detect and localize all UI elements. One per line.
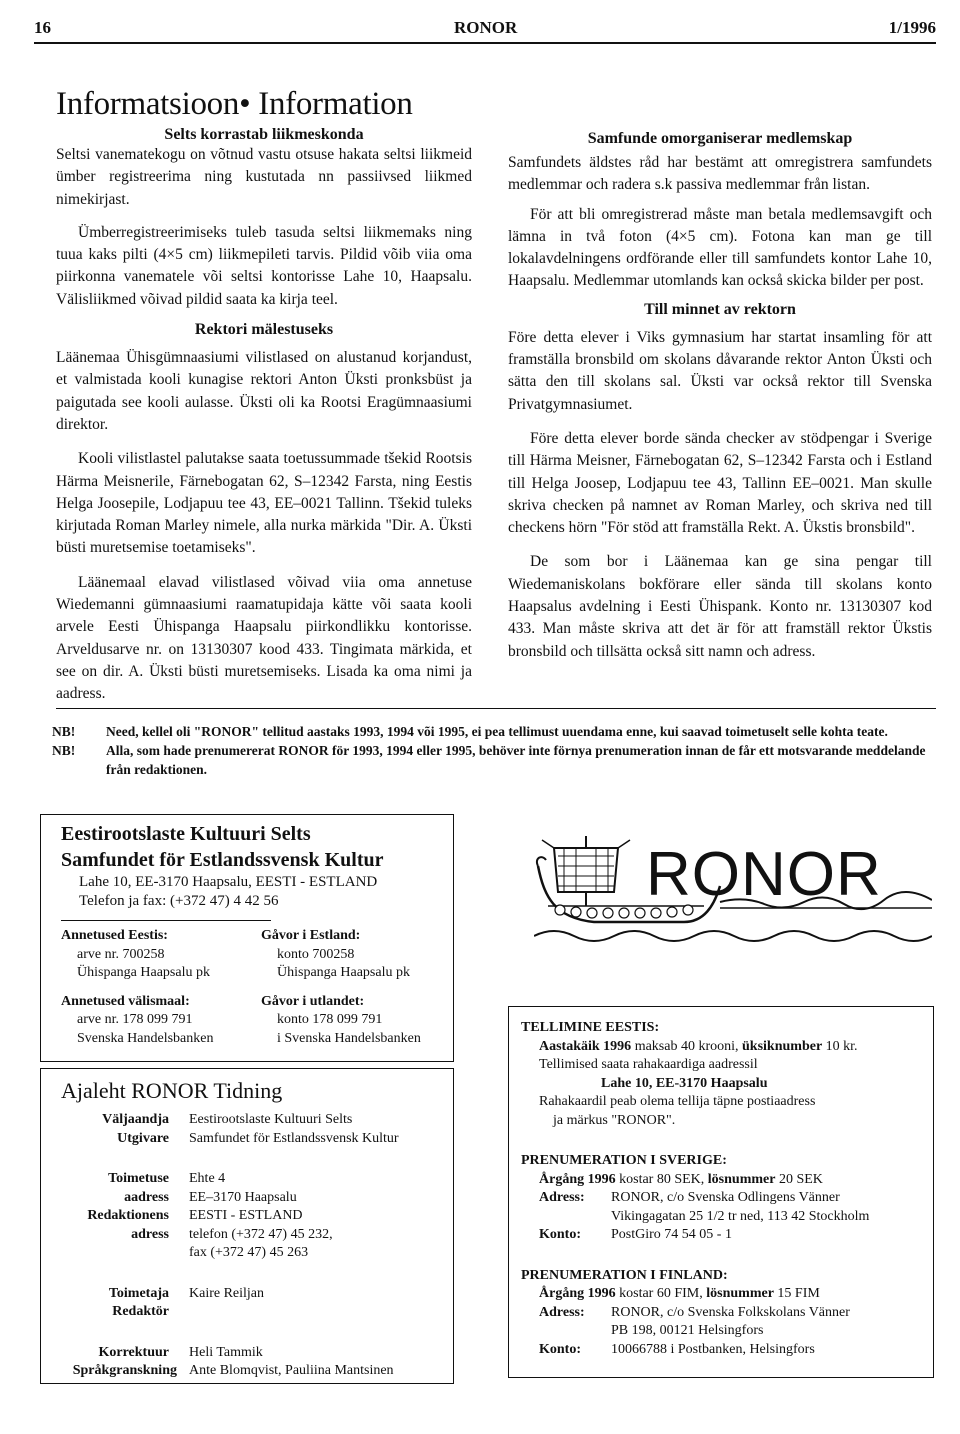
donations-abroad-heading: Annetused välismaal: (61, 993, 190, 1009)
divider (56, 708, 936, 709)
nb-row: NB! Need, kellel oli "RONOR" tellitud aastaks 1993, 1994 või 1995, ei pea tellimust uuendama enne, kui saavad toimetuselt selle kohta teate. (52, 722, 936, 741)
right-p5: De som bor i Läänemaa kan ge sina pengar till Wiedemaniskolans bokförare eller sända till skolans konto Haapsalus avdelning i Eesti Ühispank. Konto nr. 13130307 kod 433. Man måste skriva att det är för att framställ rektor Ükstis bronsbild och tillsätta också sitt namn och adress. (508, 553, 932, 660)
masthead-row: adress telefon (+372 47) 45 232, (131, 1226, 333, 1242)
gifts-estonia-bank: Ühispanga Haapsalu pk (277, 965, 410, 980)
masthead-row: Väljaandja Eestirootslaste Kultuuri Selts (102, 1112, 353, 1127)
society-address: Lahe 10, EE-3170 Haapsalu, EESTI - ESTLAND (79, 874, 378, 890)
ronor-logo (534, 826, 932, 950)
nb-text-et: Need, kellel oli "RONOR" tellitud aastaks 1993, 1994 või 1995, ei pea tellimust uuendama enne, kui saavad toimetuselt selle kohta teate. (106, 724, 888, 739)
masthead-row: Redaktionens EESTI - ESTLAND (87, 1208, 303, 1223)
nb-row: NB! Alla, som hade prenumererat RONOR för 1993, 1994 eller 1995, behöver inte förnya prenumeration innan de får ett motsvarande meddelande från redaktionen. (52, 741, 936, 779)
masthead-box (40, 1068, 454, 1384)
donations-estonia-heading: Annetused Eestis: (61, 928, 168, 943)
masthead-row: Korrektuur Heli Tammik (98, 1344, 263, 1360)
masthead-row: Utgivare Samfundet för Estlandssvensk Kultur (117, 1130, 399, 1146)
masthead-row: Språkgranskning Ante Blomqvist, Pauliina Mantsinen (72, 1363, 394, 1378)
masthead-title: Ajaleht RONOR Tidning (61, 1078, 283, 1103)
subs-sweden-price: Årgång 1996 kostar 80 SEK, lösnummer 20 SEK (539, 1171, 823, 1187)
donations-abroad-bank: Svenska Handelsbanken (77, 1030, 214, 1046)
society-box (40, 814, 454, 1062)
right-p3: Före detta elever i Viks gymnasium har startat insamling för att framställa bronsbild om skolans dåvarande rektor Anton Üksti och sätta den till skolans sal. Üksti var också rektor till Svenska Privatgymnasiumet. (508, 328, 932, 413)
left-p2: Ümberregistreerimiseks tuleb tasuda seltsi liikmemaks ning tuua kaks pilti (4×5 cm) liikmepileti tarvis. Pildid võib viia oma piirkonna vanematele või seltsi kontorisse Lahe 10, Haapsalu. Välisliikmed võivad pildid saata ka kirja teel. (56, 223, 472, 308)
paper-name: RONOR (454, 18, 518, 37)
page-header (34, 16, 936, 44)
heading-till-minnet: Till minnet av rektorn (644, 300, 796, 318)
subs-estonia-note: Tellimised saata rahakaardiga aadressil (539, 1057, 758, 1072)
subs-sweden-address: RONOR, c/o Svenska Odlingens Vänner (611, 1190, 840, 1205)
gifts-estonia-heading: Gåvor i Estland: (261, 928, 361, 943)
donations-abroad-account: arve nr. 178 099 791 (77, 1012, 193, 1027)
issue-number: 1/1996 (888, 18, 936, 37)
masthead-row: Toimetaja Kaire Reiljan (108, 1285, 265, 1301)
society-name-et: Eestirootslaste Kultuuri Selts (61, 823, 311, 845)
gifts-abroad-bank: i Svenska Handelsbanken (277, 1030, 421, 1046)
right-p4: Före detta elever borde sända checker av stödpengar i Sverige till Härma Meisner, Färnebogatan 62, S–12342 Farsta och i Estland till Helga Joosep, Lodjapuu tee 43, Tallinn EE–0021. Man skulle skriva checken på namnet av Roman Marley, och skriva ned till checkens hörn "För stöd att framställa Rekt. A. Ükstis bronsbild". (508, 429, 932, 537)
donations-estonia-bank: Ühispanga Haapsalu pk (77, 965, 210, 980)
subs-sweden-heading: PRENUMERATION I SVERIGE: (521, 1153, 727, 1168)
right-p1: Samfundets äldstes råd har bestämt att omregistrera samfundets medlemmar och radera s.k passiva medlemmar från listan. (508, 154, 932, 194)
subs-finland-address: RONOR, c/o Svenska Folkskolans Vänner (611, 1304, 850, 1320)
subs-estonia-note3: ja märkus "RONOR". (553, 1112, 676, 1128)
donations-estonia-account: arve nr. 700258 (77, 946, 165, 962)
left-p3: Läänemaa Ühisgümnaasiumi vilistlased on alustanud korjandust, et valmistada kooli kunagise rektori Anton Üksti pronksbüst ja paigutada see kooli aulasse. Üksti oli ka Rootsi Eragümnaasiumi direktor. (56, 349, 472, 433)
heading-samfund: Samfunde omorganiserar medlemskap (587, 130, 853, 147)
masthead-row: aadress EE–3170 Haapsalu (124, 1189, 297, 1205)
gifts-abroad-account: konto 178 099 791 (277, 1012, 383, 1027)
nb-notices (52, 722, 936, 779)
left-p5: Läänemaal elavad vilistlased võivad viia oma annetuse Wiedemanni gümnaasiumi raamatupidaja kätte või saata kooli arvele Eesti Ühispanga Haapsalu piirkondlikku kontorisse. Arveldusarve nr. on 13130307 kood 433. Tingimata märkida, et see on dir. A. Üksti büsti muretsemiseks. Lisada ka oma nimi ja aadress. (56, 573, 472, 703)
masthead-row: Toimetuse Ehte 4 (108, 1171, 226, 1186)
left-column (56, 126, 472, 706)
subs-finland-heading: PRENUMERATION I FINLAND: (521, 1267, 728, 1283)
page-title: Informatsioon• Information (56, 86, 413, 122)
right-p2: För att bli omregistrerad måste man betala medlemsavgift och lämna in två foton (4×5 cm). Fotona kan man ge till lokalavdelningens ordförande eller till samfundets kontor Lahe 10, Haapsalu. Medlemmar utomlands kan också skicka bilder per post. (508, 205, 932, 290)
society-phone: Telefon ja fax: (+372 47) 4 42 56 (79, 892, 279, 909)
subs-estonia-note2: Rahakaardil peab olema tellija täpne postiaadress (539, 1094, 816, 1109)
subs-sweden-account: PostGiro 74 54 05 - 1 (611, 1227, 732, 1242)
right-column (508, 130, 932, 663)
nb-text-sv: Alla, som hade prenumererat RONOR för 1993, 1994 eller 1995, behöver inte förnya prenumeration innan de får ett motsvarande meddelande från redaktionen. (106, 743, 926, 777)
society-divider (61, 920, 271, 921)
left-p4: Kooli vilistlastel palutakse saata toetussummade tšekid Rootsis Härma Meisnerile, Färnebogatan 62, S–12342 Farsta, ning Eestis Helga Joosepile, Lodjapuu tee 43, EE–0021 Tallinn. Tšekid tuleks kirjutada Roman Marley nimele, alla nurka märkida "Dir. A. Üksti büsti muretsemise toetamiseks". (56, 450, 472, 557)
subs-estonia-price: Aastakäik 1996 maksab 40 krooni, üksiknumber 10 kr. (539, 1038, 858, 1054)
subscription-box: TELLIMINE EESTIS: Aastakäik 1996 maksab 40 krooni, üksiknumber 10 kr. Tellimised saata rahakaardiga aadressil Lahe 10, EE-3170 Haapsalu Rahakaardil peab olema tellija täpne postiaadress ja märkus "RONOR". PRENUMERATION I SVERIGE: Årgång 1996 kostar 80 SEK, lösnummer 20 SEK Adress: RONOR, c/o Svenska Odlingens Vänner Vikingagatan 25 1/2 tr ned, 113 42 Stockholm Konto: PostGiro 74 54 05 - 1 PRENUMERATION I FINLAND: Årgång 1996 kostar 60 FIM, lösnummer 15 FIM Adress: RONOR, c/o Svenska Folkskolans Vänner PB 198, 00121 Helsingfors Konto: 10066788 i Postbanken, Helsingfors (508, 1006, 934, 1378)
gifts-abroad-heading: Gåvor i utlandet: (261, 993, 365, 1009)
left-p1: Seltsi vanematekogu on võtnud vastu otsuse hakata seltsi liikmeid ümber registreerima ning kustutada nn passiivsed liikmed nimekirjast. (56, 146, 472, 208)
gifts-estonia-account: konto 700258 (277, 946, 355, 962)
subs-estonia-address: Lahe 10, EE-3170 Haapsalu (601, 1075, 768, 1091)
society-name-sv: Samfundet för Estlandssvensk Kultur (61, 849, 384, 871)
subs-finland-price: Årgång 1996 kostar 60 FIM, lösnummer 15 FIM (539, 1286, 820, 1301)
page-number: 16 (34, 18, 51, 37)
masthead-row: Redaktör (112, 1304, 169, 1319)
subs-finland-address2: PB 198, 00121 Helsingfors (611, 1323, 764, 1338)
logo-text: RONOR (646, 840, 882, 909)
heading-rector: Rektori mälestuseks (194, 321, 334, 339)
subs-finland-account: 10066788 i Postbanken, Helsingfors (611, 1341, 815, 1357)
heading-members: Selts korrastab liikmeskonda (164, 126, 364, 143)
subs-estonia-heading: TELLIMINE EESTIS: (521, 1020, 660, 1035)
masthead-row: fax (+372 47) 45 263 (189, 1245, 309, 1260)
subs-sweden-address2: Vikingagatan 25 1/2 tr ned, 113 42 Stockholm (611, 1208, 870, 1224)
